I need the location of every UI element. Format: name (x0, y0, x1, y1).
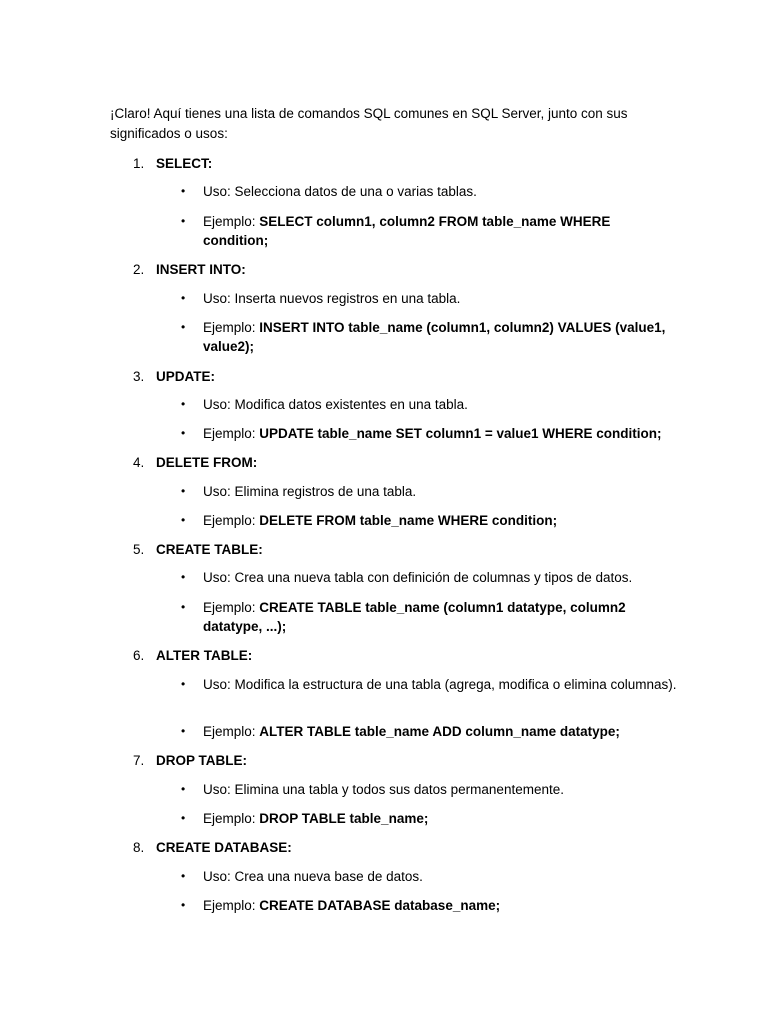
uso-bullet (181, 395, 678, 414)
ejemplo-bullet (181, 598, 678, 636)
ejemplo-bullet (181, 722, 678, 741)
bullet-icon: • (181, 484, 186, 498)
ejemplo-code: ALTER TABLE table_name ADD column_name datatype; (259, 724, 620, 739)
item-number: 6. (133, 648, 145, 663)
item-number: 5. (133, 542, 145, 557)
uso-label: Uso: (203, 484, 231, 499)
bullet-icon: • (181, 397, 186, 411)
uso-bullet (181, 780, 678, 799)
ejemplo-label: Ejemplo: (203, 320, 256, 335)
command-item-create-database (133, 838, 292, 857)
ejemplo-bullet (181, 318, 678, 356)
ejemplo-code: DELETE FROM table_name WHERE condition; (259, 513, 558, 528)
command-item-alter-table (133, 646, 253, 665)
bullet-icon: • (181, 869, 186, 883)
uso-bullet (181, 867, 678, 886)
ejemplo-label: Ejemplo: (203, 214, 256, 229)
ejemplo-label: Ejemplo: (203, 426, 256, 441)
command-item-select (133, 154, 213, 173)
uso-text: Modifica datos existentes en una tabla. (234, 397, 468, 412)
uso-text: Crea una nueva base de datos. (234, 869, 423, 884)
bullet-icon: • (181, 600, 186, 614)
command-name: INSERT INTO: (156, 262, 246, 277)
bullet-icon: • (181, 184, 186, 198)
ejemplo-bullet (181, 424, 678, 443)
command-item-create-table (133, 540, 263, 559)
ejemplo-label: Ejemplo: (203, 811, 256, 826)
ejemplo-bullet (181, 212, 678, 250)
item-number: 8. (133, 840, 145, 855)
ejemplo-bullet (181, 809, 678, 828)
item-number: 2. (133, 262, 145, 277)
uso-text: Crea una nueva tabla con definición de columnas y tipos de datos. (234, 570, 633, 585)
uso-bullet (181, 482, 678, 501)
uso-text: Elimina una tabla y todos sus datos permanentemente. (234, 782, 564, 797)
command-name: ALTER TABLE: (156, 648, 253, 663)
ejemplo-bullet (181, 511, 678, 530)
uso-text: Elimina registros de una tabla. (234, 484, 417, 499)
command-name: CREATE DATABASE: (156, 840, 292, 855)
command-item-delete-from (133, 453, 258, 472)
ejemplo-code: UPDATE table_name SET column1 = value1 WHERE condition; (259, 426, 662, 441)
item-number: 4. (133, 455, 145, 470)
ejemplo-code: CREATE DATABASE database_name; (259, 898, 501, 913)
uso-bullet (181, 675, 678, 694)
uso-bullet (181, 289, 678, 308)
uso-text: Selecciona datos de una o varias tablas. (234, 184, 477, 199)
uso-label: Uso: (203, 184, 231, 199)
command-name: DROP TABLE: (156, 753, 247, 768)
uso-label: Uso: (203, 570, 231, 585)
ejemplo-label: Ejemplo: (203, 898, 256, 913)
bullet-icon: • (181, 811, 186, 825)
ejemplo-label: Ejemplo: (203, 513, 256, 528)
ejemplo-bullet (181, 896, 678, 915)
uso-label: Uso: (203, 869, 231, 884)
bullet-icon: • (181, 513, 186, 527)
ejemplo-label: Ejemplo: (203, 724, 256, 739)
bullet-icon: • (181, 320, 186, 334)
ejemplo-code: INSERT INTO table_name (column1, column2) VALUES (value1, value2); (203, 320, 666, 354)
item-number: 1. (133, 156, 145, 171)
ejemplo-code: DROP TABLE table_name; (259, 811, 429, 826)
ejemplo-label: Ejemplo: (203, 600, 256, 615)
uso-label: Uso: (203, 291, 231, 306)
uso-label: Uso: (203, 397, 231, 412)
command-item-insert-into (133, 260, 246, 279)
bullet-icon: • (181, 782, 186, 796)
command-name: SELECT: (156, 156, 213, 171)
command-item-drop-table (133, 751, 247, 770)
bullet-icon: • (181, 724, 186, 738)
bullet-icon: • (181, 214, 186, 228)
bullet-icon: • (181, 291, 186, 305)
command-name: DELETE FROM: (156, 455, 258, 470)
bullet-icon: • (181, 426, 186, 440)
uso-text: Modifica la estructura de una tabla (agrega, modifica o elimina columnas). (234, 677, 677, 692)
intro-paragraph: ¡Claro! Aquí tienes una lista de comandos SQL comunes en SQL Server, junto con sus significados o usos: (110, 106, 628, 141)
ejemplo-code: SELECT column1, column2 FROM table_name WHERE condition; (203, 214, 611, 248)
uso-label: Uso: (203, 677, 231, 692)
command-name: UPDATE: (156, 369, 215, 384)
bullet-icon: • (181, 898, 186, 912)
item-number: 7. (133, 753, 145, 768)
item-number: 3. (133, 369, 145, 384)
command-item-update (133, 367, 215, 386)
ejemplo-code: CREATE TABLE table_name (column1 datatype, column2 datatype, ...); (203, 600, 626, 634)
uso-bullet (181, 568, 678, 587)
bullet-icon: • (181, 570, 186, 584)
bullet-icon: • (181, 677, 186, 691)
command-name: CREATE TABLE: (156, 542, 263, 557)
uso-label: Uso: (203, 782, 231, 797)
uso-bullet (181, 182, 678, 201)
uso-text: Inserta nuevos registros en una tabla. (234, 291, 461, 306)
